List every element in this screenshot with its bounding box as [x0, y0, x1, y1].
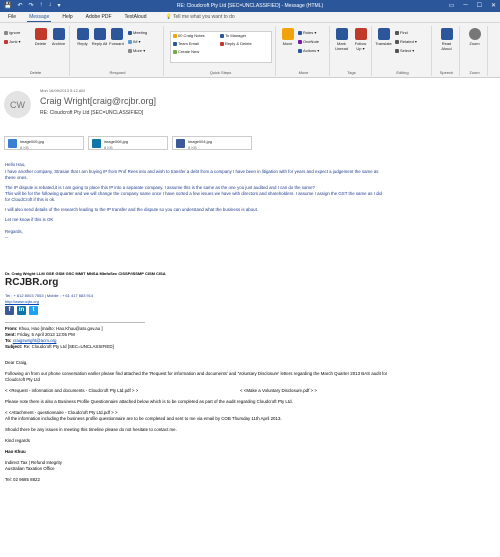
check-icon: [173, 50, 177, 54]
tags-group-label: Tags: [347, 70, 356, 75]
related-button[interactable]: [395, 39, 417, 44]
rules-icon: [298, 31, 302, 35]
quickstep-craig-notes[interactable]: [173, 33, 205, 38]
body-paragraph: I will also send details of the research leading to the IP transfer and the dispute so you can understand what the business is about.: [5, 207, 259, 212]
more-label: More ▾: [133, 48, 146, 53]
meeting-label: Meeting: [133, 30, 148, 35]
reply-button[interactable]: [74, 28, 91, 46]
move-group: [278, 26, 330, 76]
ignore-icon: [4, 31, 8, 35]
select-label: Select ▾: [400, 48, 415, 53]
tell-me-label: Tell me what you want to do: [173, 14, 235, 20]
redo-icon[interactable]: ↷: [28, 3, 34, 9]
window-controls: [449, 2, 496, 9]
ignore-button[interactable]: [4, 30, 20, 35]
move-group-label: Move: [298, 70, 309, 75]
image-file-icon: [176, 139, 185, 148]
move-folder-icon: [282, 28, 294, 40]
close-button[interactable]: ✕: [490, 3, 496, 9]
mark-unread-label: Mark Unread: [334, 41, 349, 51]
junk-icon: [4, 40, 8, 44]
related-label: Related ▾: [400, 39, 417, 44]
junk-button[interactable]: [4, 39, 21, 44]
body-paragraph: I have another company, Strasan that I am buying IP from Prof Rees into and wish to transfer a debt from a company I have been in litigation with for years and expect a judgement the same as: [5, 169, 379, 174]
from-label: From:: [5, 326, 18, 331]
attachment-name: image004.jpg: [188, 139, 213, 144]
attachment-name: image005.jpg: [20, 139, 45, 144]
quick-steps-group: [166, 26, 276, 76]
attachment-reference[interactable]: < <Make a Voluntary Disclosure.pdf > >: [240, 388, 317, 393]
zoom-button[interactable]: [466, 28, 483, 46]
body-paragraph: Let me know if this is OK: [5, 217, 54, 222]
zoom-group-label: Zoom: [469, 70, 480, 75]
translate-label: Translate: [375, 41, 392, 46]
speech-group: [434, 26, 460, 76]
actions-button[interactable]: [298, 48, 319, 53]
attachment-size: 8 KB: [104, 145, 113, 150]
respond-group: [72, 26, 164, 76]
quoted-paragraph: All the information including the business profile questionnaire are to be completed and sent to me via email by COB Thursday 11th April 2013.: [5, 416, 282, 421]
subject-label: Subject:: [5, 344, 23, 349]
from-value: Khuu, Hao [mailto: Hao.Khuu@ato.gov.au ]: [18, 326, 103, 331]
select-icon: [395, 49, 399, 53]
ribbon-display-icon[interactable]: ▭: [448, 3, 455, 9]
subject-value: Re: Cloudcroft Pty Ltd [SEC=UNCLASSIFIED]: [23, 344, 114, 349]
junk-label: Junk ▾: [9, 39, 21, 44]
read-aloud-label: Read Aloud: [441, 41, 452, 51]
move-label: Move: [282, 41, 293, 46]
tab-message[interactable]: Message: [29, 13, 50, 20]
follow-up-label: Follow Up ▾: [354, 41, 367, 51]
quoted-sent-line: [5, 332, 75, 338]
find-icon: [395, 31, 399, 35]
quickstep-label: Reply & Delete: [225, 41, 252, 46]
body-paragraph: for CloudCroft if this is ok.: [5, 197, 56, 202]
forward-button[interactable]: [108, 28, 125, 46]
rules-label: Rules ▾: [303, 30, 317, 35]
tab-adobe-pdf[interactable]: Adobe PDF: [85, 14, 112, 20]
related-icon: [395, 40, 399, 44]
sent-value: Friday, 5 April 2013 12:05 PM: [17, 332, 75, 337]
rules-button[interactable]: [298, 30, 316, 35]
im-button[interactable]: [128, 39, 141, 44]
ignore-label: Ignore: [9, 30, 21, 35]
onenote-icon: [298, 40, 302, 44]
move-button[interactable]: [279, 28, 296, 46]
respond-group-label: Respond: [109, 70, 126, 75]
quoted-paragraph: Cloudcroft Pty Ltd: [5, 377, 40, 382]
tags-group: [332, 26, 372, 76]
reply-delete-icon: [220, 42, 224, 46]
ribbon: [0, 23, 500, 78]
attachment-name: image006.jpg: [104, 139, 129, 144]
envelope-icon: [336, 28, 348, 40]
avatar[interactable]: CW: [4, 91, 31, 118]
more-icon: [128, 49, 132, 53]
follow-up-button[interactable]: [352, 28, 369, 51]
reply-all-button[interactable]: [91, 28, 108, 46]
translate-icon: [378, 28, 390, 40]
quickstep-label: 00 Craig Notes: [178, 33, 205, 38]
tell-me-box[interactable]: 💡 Tell me what you want to do: [165, 14, 235, 20]
quickstep-create-new[interactable]: [173, 49, 199, 54]
quickstep-team-email[interactable]: [173, 41, 199, 46]
email-icon: [173, 42, 177, 46]
linkedin-icon[interactable]: in: [18, 307, 25, 313]
im-icon: [128, 40, 132, 44]
attachment-reference[interactable]: < <Attachment - questionnaire - Cloudcroft Pty Ltd.pdf > >: [5, 410, 118, 415]
quickstep-label: To Manager: [225, 33, 247, 38]
sender-role: Indirect Tax | Refund Integrity: [5, 460, 62, 465]
quote-divider: [5, 322, 145, 323]
undo-icon[interactable]: ↶: [17, 3, 23, 9]
quoted-paragraph: Should there be any issues in meeting this timeline please do not hesitate to contact me.: [5, 427, 177, 432]
archive-button[interactable]: [50, 28, 67, 46]
tab-textaloud[interactable]: TextAloud: [124, 14, 147, 20]
twitter-icon[interactable]: t: [29, 306, 38, 315]
delete-label: Delete: [34, 41, 47, 46]
reply-all-icon: [94, 28, 106, 40]
tab-help[interactable]: Help: [62, 14, 73, 20]
attachment-size: 8 KB: [20, 145, 29, 150]
reply-icon: [77, 28, 89, 40]
body-paragraph: This will be for the following quarter and we will change the company name once I have sorted a few issues we have with directors and shareholders. I assume I assign the GST the same as I did: [5, 191, 382, 196]
tab-file[interactable]: File: [8, 14, 17, 20]
message-subject: RE: Cloudcroft Pty Ltd [SEC=UNCLASSIFIED]: [40, 110, 144, 116]
meeting-icon: [128, 31, 132, 35]
signature-website-link[interactable]: http://www.rcjbr.org: [5, 299, 40, 304]
arrow-icon: [220, 34, 224, 38]
quickstep-label: Team Email: [178, 41, 199, 46]
speech-group-label: Speech: [439, 70, 454, 75]
reply-label: Reply: [77, 41, 88, 46]
title-bar: [0, 0, 500, 12]
signature-phone: Tel : + 612 8003 7553 | Mobile : + 61 417 683 914: [5, 293, 94, 298]
signature-name: Dr. Craig Wright LLM GSE GSM GSC MMIT MNSA MInfoSec CISSP/ISSMP CISM CISA: [5, 271, 166, 276]
sig-separator: --: [5, 235, 8, 240]
zoom-label: Zoom: [469, 41, 480, 46]
editing-group: [374, 26, 432, 76]
onenote-label: OneNote: [303, 39, 320, 44]
salutation: Dear Craig,: [5, 360, 28, 365]
attachment-item[interactable]: [172, 136, 252, 150]
im-label: IM ▾: [133, 39, 141, 44]
meeting-button[interactable]: [128, 30, 147, 35]
forward-label: Forward: [109, 41, 124, 46]
kind-regards: Kind regards: [5, 438, 30, 443]
regards: Regards,: [5, 229, 23, 234]
find-button[interactable]: [395, 30, 408, 35]
actions-icon: [298, 49, 302, 53]
sender-org: Australian Taxation Office: [5, 466, 55, 471]
quoted-to-line: [5, 338, 56, 344]
ribbon-tabs: [0, 12, 500, 23]
greeting: Hello Hao,: [5, 162, 26, 167]
mark-unread-button[interactable]: [333, 28, 350, 51]
attachment-item[interactable]: [4, 136, 84, 150]
translate-button[interactable]: [375, 28, 392, 46]
folder-icon: [173, 34, 177, 38]
forward-icon: [111, 28, 123, 40]
sender-phone: Tel: 02 9685 8822: [5, 477, 40, 482]
zoom-group: [462, 26, 488, 76]
to-email-link[interactable]: craigswright@acm.org: [12, 338, 57, 343]
speaker-icon: [441, 28, 453, 40]
save-icon[interactable]: 💾: [4, 3, 12, 9]
read-aloud-button[interactable]: [438, 28, 455, 51]
sender[interactable]: Craig Wright[craig@rcjbr.org]: [40, 96, 157, 106]
sent-label: Sent:: [5, 332, 16, 337]
magnifier-icon: [469, 28, 481, 40]
previous-item-icon[interactable]: ↑: [39, 2, 43, 8]
maximize-button[interactable]: ☐: [476, 3, 482, 9]
window-title: RE: Cloudcroft Pty Ltd [SEC=UNCLASSIFIED] - Message (HTML): [176, 3, 324, 9]
more-respond-button[interactable]: [128, 48, 145, 53]
quoted-paragraph: Please note there is also a Business Profile Questionnaire attached below which is to be completed as part of the audit regarding Cloudcroft Pty Ltd.: [5, 399, 293, 404]
image-file-icon: [92, 139, 101, 148]
attachment-item[interactable]: [88, 136, 168, 150]
quick-steps-group-label: Quick Steps: [209, 70, 232, 75]
body-paragraph: The IP dispute is rebated,it is I am going to place this IP into a separate company. I assume this is the same as the one you just audited and I can do the same?: [5, 185, 315, 190]
message-date: Mon 16/09/2013 5:12 AM: [40, 88, 85, 93]
customize-qat-icon[interactable]: ▾: [57, 3, 61, 9]
delete-button[interactable]: [32, 28, 49, 46]
quickstep-reply-delete[interactable]: [220, 41, 252, 46]
to-label: To:: [5, 338, 12, 343]
signature-logo: RCJBR.org: [5, 277, 59, 288]
quickstep-label: Create New: [178, 49, 200, 54]
minimize-button[interactable]: ─: [463, 2, 468, 8]
editing-group-label: Editing: [396, 70, 409, 75]
body-paragraph: these ones.: [5, 175, 28, 180]
flag-icon: [355, 28, 367, 40]
attachment-size: 8 KB: [188, 145, 197, 150]
delete-icon: [35, 28, 47, 40]
quickstep-to-manager[interactable]: [220, 33, 246, 38]
reply-all-label: Reply All: [91, 41, 108, 46]
sender-name: Hao Khuu: [5, 449, 26, 454]
actions-label: Actions ▾: [303, 48, 320, 53]
archive-label: Archive: [51, 41, 66, 46]
quoted-paragraph: Following on from our phone conversation earlier please find attached the 'Request for information and documents' and 'Voluntary Disclosure' letters regarding the March Quarter 2013 BAS audit for: [5, 371, 388, 376]
delete-group-label: Delete: [29, 70, 42, 75]
find-label: Find: [400, 30, 408, 35]
next-item-icon[interactable]: ↓: [48, 2, 52, 8]
onenote-button[interactable]: [298, 39, 319, 44]
quoted-subject-line: [5, 344, 114, 350]
select-button[interactable]: [395, 48, 414, 53]
image-file-icon: [8, 139, 17, 148]
quoted-from-line: [5, 326, 103, 332]
facebook-icon[interactable]: f: [5, 306, 14, 315]
delete-group: [2, 26, 70, 76]
archive-icon: [53, 28, 65, 40]
attachment-reference[interactable]: < <Request - information and documents - Cloudcroft Pty Ltd.pdf > >: [5, 388, 139, 393]
